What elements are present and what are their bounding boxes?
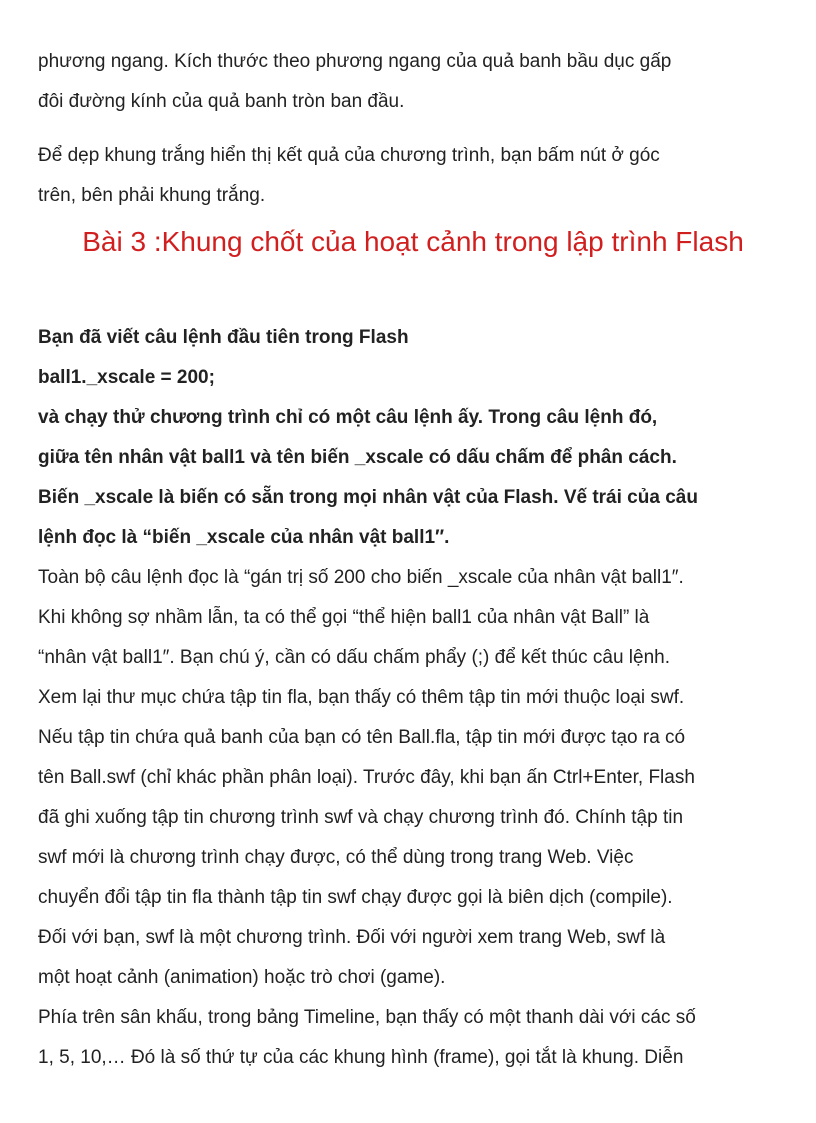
- body-line: 1, 5, 10,… Đó là số thứ tự của các khung hình (frame), gọi tắt là khung. Diễn: [38, 1047, 684, 1068]
- bold-line: lệnh đọc là “biến _xscale của nhân vật ball1″.: [38, 527, 450, 548]
- body-line: một hoạt cảnh (animation) hoặc trò chơi (game).: [38, 967, 446, 988]
- body-line: Toàn bộ câu lệnh đọc là “gán trị số 200 cho biến _xscale của nhân vật ball1″.: [38, 567, 684, 588]
- body-line: Phía trên sân khấu, trong bảng Timeline, bạn thấy có một thanh dài với các số: [38, 1007, 696, 1028]
- body-line: Xem lại thư mục chứa tập tin fla, bạn thấy có thêm tập tin mới thuộc loại swf.: [38, 687, 685, 708]
- bold-line: Biến _xscale là biến có sẵn trong mọi nhân vật của Flash. Vế trái của câu: [38, 487, 698, 508]
- bold-line: Bạn đã viết câu lệnh đầu tiên trong Flash: [38, 327, 409, 348]
- code-line: ball1._xscale = 200;: [38, 367, 215, 388]
- intro-line: đôi đường kính của quả banh tròn ban đầu.: [38, 91, 405, 112]
- body-line: chuyển đổi tập tin fla thành tập tin swf chạy được gọi là biên dịch (compile).: [38, 887, 673, 908]
- intro-line: phương ngang. Kích thước theo phương ngang của quả banh bầu dục gấp: [38, 51, 672, 72]
- note-line: trên, bên phải khung trắng.: [38, 185, 266, 206]
- bold-line: và chạy thử chương trình chỉ có một câu lệnh ấy. Trong câu lệnh đó,: [38, 407, 658, 428]
- lesson-heading: Bài 3 :Khung chốt của hoạt cảnh trong lập trình Flash: [82, 226, 744, 257]
- body-line: tên Ball.swf (chỉ khác phần phân loại). Trước đây, khi bạn ấn Ctrl+Enter, Flash: [38, 767, 695, 788]
- body-line: “nhân vật ball1″. Bạn chú ý, cần có dấu chấm phẩy (;) để kết thúc câu lệnh.: [38, 647, 670, 668]
- body-line: Khi không sợ nhầm lẫn, ta có thể gọi “thể hiện ball1 của nhân vật Ball” là: [38, 607, 650, 628]
- note-line: Để dẹp khung trắng hiển thị kết quả của chương trình, bạn bấm nút ở góc: [38, 145, 660, 166]
- body-line: đã ghi xuống tập tin chương trình swf và chạy chương trình đó. Chính tập tin: [38, 807, 684, 828]
- body-line: Đối với bạn, swf là một chương trình. Đối với người xem trang Web, swf là: [38, 927, 666, 948]
- body-line: Nếu tập tin chứa quả banh của bạn có tên Ball.fla, tập tin mới được tạo ra có: [38, 727, 686, 748]
- body-line: swf mới là chương trình chạy được, có thể dùng trong trang Web. Việc: [38, 847, 634, 868]
- document-page: [38, 42, 788, 1078]
- bold-line: giữa tên nhân vật ball1 và tên biến _xscale có dấu chấm để phân cách.: [38, 447, 677, 468]
